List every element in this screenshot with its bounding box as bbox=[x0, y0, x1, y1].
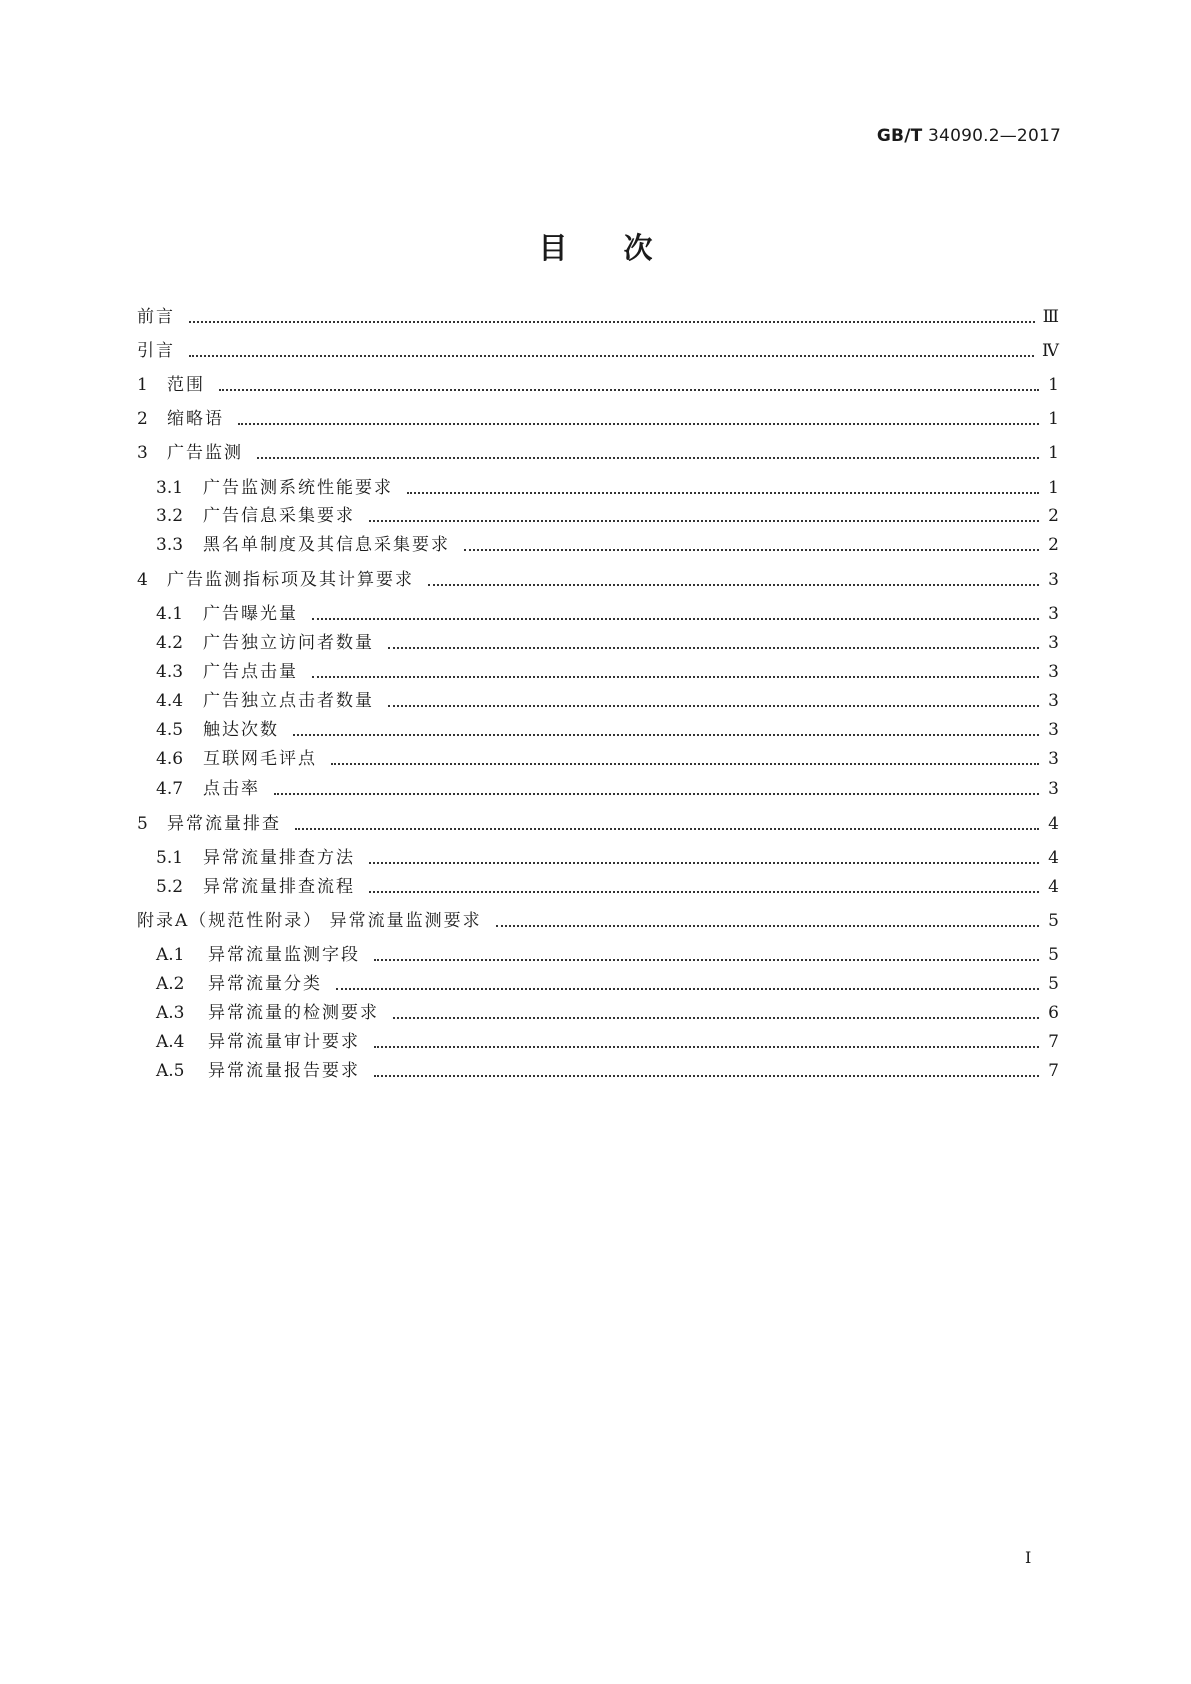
dot-leader bbox=[293, 734, 1039, 736]
dot-leader bbox=[374, 1046, 1039, 1048]
dot-leader bbox=[496, 925, 1039, 927]
toc-entry-label: 黑名单制度及其信息采集要求 bbox=[203, 535, 450, 555]
toc-entry-page: 3 bbox=[1048, 604, 1059, 624]
toc-entry-page: 1 bbox=[1048, 375, 1059, 395]
toc-entry-label: 广告曝光量 bbox=[203, 604, 298, 624]
toc-entry-number: 4.5 bbox=[156, 720, 184, 740]
toc-entry-number: 3.1 bbox=[156, 478, 184, 498]
toc-entry-label: 互联网毛评点 bbox=[203, 749, 317, 769]
page-title: 目次 bbox=[538, 231, 709, 265]
toc-entry[interactable] bbox=[137, 971, 1059, 997]
dot-leader bbox=[388, 647, 1039, 649]
toc-entry-page: 7 bbox=[1048, 1061, 1059, 1081]
toc-entry-number: 4.4 bbox=[156, 691, 184, 711]
toc-entry-number: 4.6 bbox=[156, 749, 184, 769]
dot-leader bbox=[464, 549, 1039, 551]
toc-entry[interactable] bbox=[137, 630, 1059, 656]
toc-entry[interactable] bbox=[137, 717, 1059, 743]
toc-entry-label: 缩略语 bbox=[167, 409, 224, 429]
toc-entry-page: 5 bbox=[1048, 911, 1059, 931]
dot-leader bbox=[189, 355, 1034, 357]
toc-entry-page: 2 bbox=[1048, 506, 1059, 526]
toc-entry[interactable] bbox=[137, 532, 1059, 558]
toc-entry-label: 异常流量报告要求 bbox=[208, 1061, 360, 1081]
toc-entry[interactable] bbox=[137, 688, 1059, 714]
dot-leader bbox=[374, 959, 1039, 961]
toc-entry-page: 5 bbox=[1048, 974, 1059, 994]
toc-entry[interactable] bbox=[137, 845, 1059, 871]
toc-entry-label: 广告独立访问者数量 bbox=[203, 633, 374, 653]
dot-leader bbox=[374, 1075, 1039, 1077]
dot-leader bbox=[189, 321, 1035, 323]
toc-entry-page: 4 bbox=[1048, 877, 1059, 897]
toc-entry-label: 广告监测指标项及其计算要求 bbox=[167, 570, 414, 590]
toc-entry-number: A.2 bbox=[156, 974, 185, 994]
toc-entry[interactable] bbox=[137, 475, 1059, 501]
toc-entry-label: 广告独立点击者数量 bbox=[203, 691, 374, 711]
dot-leader bbox=[369, 862, 1039, 864]
toc-entry[interactable] bbox=[137, 908, 1059, 934]
toc-entry-page: 1 bbox=[1048, 478, 1059, 498]
toc-entry-page: 4 bbox=[1048, 814, 1059, 834]
dot-leader bbox=[336, 988, 1039, 990]
toc-entry-page: 3 bbox=[1048, 779, 1059, 799]
toc-entry[interactable] bbox=[137, 406, 1059, 432]
toc-entry-label: 前言 bbox=[137, 307, 175, 327]
dot-leader bbox=[219, 389, 1039, 391]
toc-entry-label: 广告信息采集要求 bbox=[203, 506, 355, 526]
toc-entry[interactable] bbox=[137, 338, 1059, 364]
dot-leader bbox=[369, 891, 1039, 893]
toc-entry-number: 4.3 bbox=[156, 662, 184, 682]
toc-entry[interactable] bbox=[137, 440, 1059, 466]
toc-entry[interactable] bbox=[137, 601, 1059, 627]
toc-entry-number: 1 bbox=[137, 375, 148, 395]
toc-entry-label: 范围 bbox=[167, 375, 205, 395]
toc-entry-page: 3 bbox=[1048, 720, 1059, 740]
toc-entry[interactable] bbox=[137, 372, 1059, 398]
toc-entry-number: 4.2 bbox=[156, 633, 184, 653]
dot-leader bbox=[407, 492, 1039, 494]
dot-leader bbox=[238, 423, 1039, 425]
toc-entry-number: 5.2 bbox=[156, 877, 184, 897]
standard-prefix: GB/T bbox=[876, 126, 923, 146]
toc-entry-page: 1 bbox=[1048, 443, 1059, 463]
toc-entry-number: A.3 bbox=[156, 1003, 185, 1023]
toc-entry-label: 异常流量的检测要求 bbox=[208, 1003, 379, 1023]
toc-entry-page: 3 bbox=[1048, 749, 1059, 769]
toc-entry-page: 3 bbox=[1048, 633, 1059, 653]
toc-entry[interactable] bbox=[137, 1058, 1059, 1084]
toc-entry-label: 异常流量监测字段 bbox=[208, 945, 360, 965]
toc-entry-label: 广告监测系统性能要求 bbox=[203, 478, 393, 498]
toc-entry-page: 7 bbox=[1048, 1032, 1059, 1052]
toc-entry[interactable] bbox=[137, 304, 1059, 330]
toc-entry-number: A.4 bbox=[156, 1032, 185, 1052]
toc-entry-number: 4.7 bbox=[156, 779, 184, 799]
toc-entry-page: 4 bbox=[1048, 848, 1059, 868]
toc-entry-number: 3 bbox=[137, 443, 148, 463]
toc-entry-label: 广告监测 bbox=[167, 443, 243, 463]
dot-leader bbox=[369, 520, 1039, 522]
toc-entry-label: 异常流量分类 bbox=[208, 974, 322, 994]
dot-leader bbox=[312, 676, 1039, 678]
toc-entry-number: A.5 bbox=[156, 1061, 185, 1081]
toc-entry-page: 2 bbox=[1048, 535, 1059, 555]
toc-entry[interactable] bbox=[137, 874, 1059, 900]
toc-entry[interactable] bbox=[137, 567, 1059, 593]
standard-code bbox=[877, 126, 1061, 146]
dot-leader bbox=[393, 1017, 1039, 1019]
toc-entry-label: 异常流量排查流程 bbox=[203, 877, 355, 897]
page-number: Ⅰ bbox=[1025, 1548, 1032, 1567]
toc-entry-label: 异常流量审计要求 bbox=[208, 1032, 360, 1052]
toc-entry[interactable] bbox=[137, 1029, 1059, 1055]
toc-entry-label: 引言 bbox=[137, 341, 175, 361]
standard-number: 34090.2—2017 bbox=[928, 126, 1061, 146]
toc-entry-page: 3 bbox=[1048, 570, 1059, 590]
toc-entry-label: 点击率 bbox=[203, 779, 260, 799]
toc-entry-number: 3.2 bbox=[156, 506, 184, 526]
toc-entry[interactable] bbox=[137, 659, 1059, 685]
toc-entry-number: A.1 bbox=[156, 945, 185, 965]
toc-entry-page: 5 bbox=[1048, 945, 1059, 965]
toc-entry-number: 4 bbox=[137, 570, 148, 590]
toc-entry-number: 2 bbox=[137, 409, 148, 429]
dot-leader bbox=[257, 457, 1039, 459]
toc-entry-page: 6 bbox=[1048, 1003, 1059, 1023]
toc-entry-number: 5 bbox=[137, 814, 148, 834]
toc-entry-label: 触达次数 bbox=[203, 720, 279, 740]
toc-entry-number: 3.3 bbox=[156, 535, 184, 555]
toc-entry[interactable] bbox=[137, 942, 1059, 968]
toc-entry-page: 3 bbox=[1048, 691, 1059, 711]
dot-leader bbox=[312, 618, 1039, 620]
toc-entry-page: Ⅳ bbox=[1042, 341, 1059, 361]
toc-entry[interactable] bbox=[137, 1000, 1059, 1026]
toc-entry-label: 广告点击量 bbox=[203, 662, 298, 682]
toc-entry-page: Ⅲ bbox=[1042, 307, 1059, 327]
toc-entry[interactable] bbox=[137, 776, 1059, 802]
toc-entry[interactable] bbox=[137, 811, 1059, 837]
dot-leader bbox=[295, 828, 1039, 830]
dot-leader bbox=[331, 763, 1039, 765]
toc-entry-label: 异常流量排查方法 bbox=[203, 848, 355, 868]
toc-entry[interactable] bbox=[137, 503, 1059, 529]
toc-entry-number: 5.1 bbox=[156, 848, 184, 868]
toc-entry-label: 附录A（规范性附录） 异常流量监测要求 bbox=[137, 911, 482, 931]
toc-entry-label: 异常流量排查 bbox=[167, 814, 281, 834]
toc-entry-number: 4.1 bbox=[156, 604, 184, 624]
dot-leader bbox=[428, 584, 1039, 586]
toc-entry-page: 3 bbox=[1048, 662, 1059, 682]
toc-entry-page: 1 bbox=[1048, 409, 1059, 429]
toc-entry[interactable] bbox=[137, 746, 1059, 772]
dot-leader bbox=[388, 705, 1039, 707]
dot-leader bbox=[274, 793, 1039, 795]
